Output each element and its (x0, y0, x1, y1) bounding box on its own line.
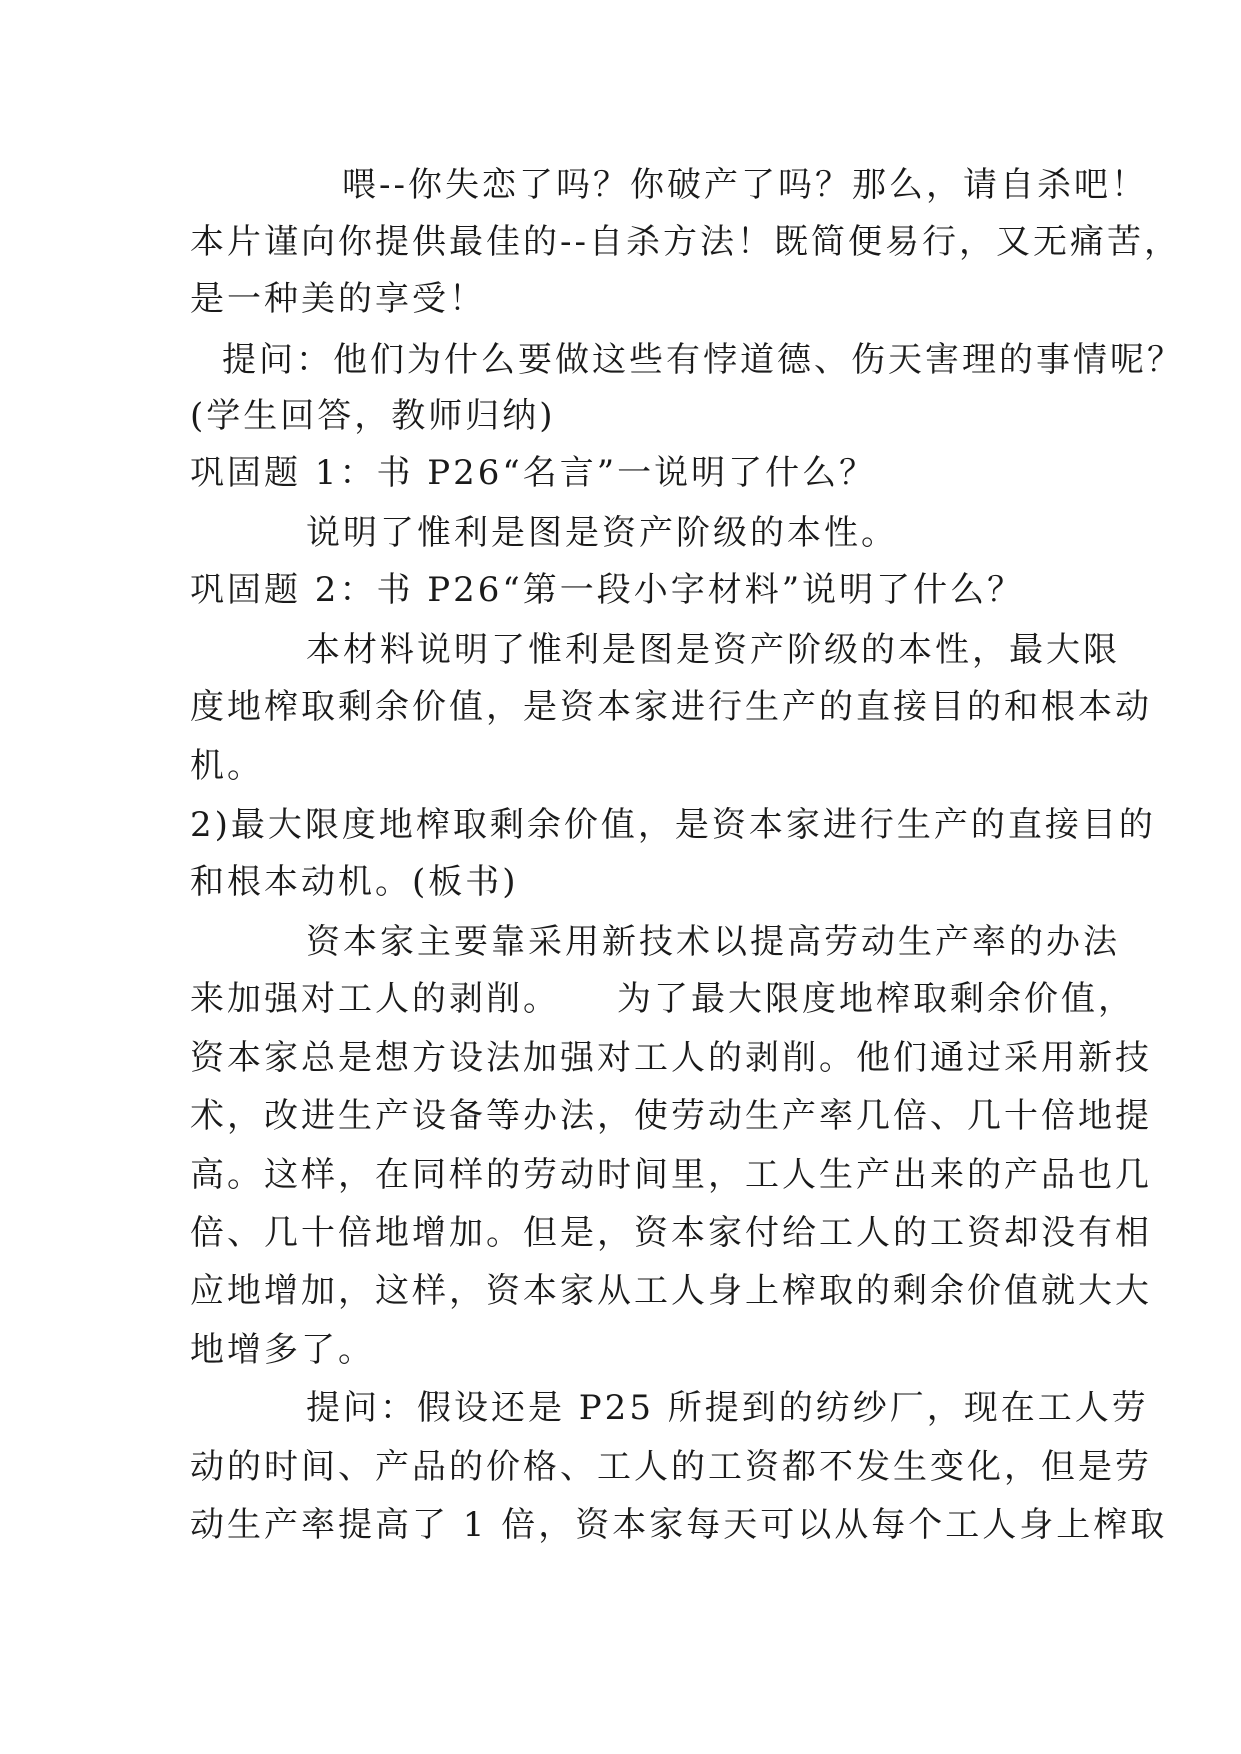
text-line: 提问：他们为什么要做这些有悖道德、伤天害理的事情呢？ (222, 340, 1184, 380)
text-line: 机。 (190, 746, 264, 786)
text-line: 资本家总是想方设法加强对工人的剥削。他们通过采用新技 (190, 1038, 1152, 1078)
text-line: 2)最大限度地榨取剩余价值，是资本家进行生产的直接目的 (190, 805, 1156, 845)
text-line: 提问：假设还是 P25 所提到的纺纱厂，现在工人劳 (306, 1388, 1149, 1428)
text-line: 本材料说明了惟利是图是资产阶级的本性，最大限 (306, 630, 1120, 670)
text-line: 高。这样，在同样的劳动时间里，工人生产出来的产品也几 (190, 1155, 1152, 1195)
text-line: 本片谨向你提供最佳的--自杀方法！既简便易行，又无痛苦， (190, 222, 1181, 262)
text-line: 地增多了。 (190, 1330, 375, 1370)
text-line: 巩固题 2：书 P26“第一段小字材料”说明了什么？ (190, 570, 1025, 610)
text-line: 应地增加，这样，资本家从工人身上榨取的剩余价值就大大 (190, 1271, 1152, 1311)
text-line: 是一种美的享受！ (190, 279, 486, 319)
text-line: 巩固题 1：书 P26“名言”一说明了什么？ (190, 453, 877, 493)
text-line: 动的时间、产品的价格、工人的工资都不发生变化，但是劳 (190, 1447, 1152, 1487)
text-line: 说明了惟利是图是资产阶级的本性。 (306, 513, 898, 553)
text-line: (学生回答，教师归纳) (190, 396, 556, 436)
text-line: 来加强对工人的剥削。 为了最大限度地榨取剩余价值， (190, 979, 1135, 1019)
text-line: 资本家主要靠采用新技术以提高劳动生产率的办法 (306, 922, 1120, 962)
text-line: 和根本动机。(板书) (190, 862, 519, 902)
text-line: 术，改进生产设备等办法，使劳动生产率几倍、几十倍地提 (190, 1096, 1152, 1136)
text-line: 度地榨取剩余价值，是资本家进行生产的直接目的和根本动 (190, 687, 1152, 727)
text-line: 倍、几十倍地增加。但是，资本家付给工人的工资却没有相 (190, 1213, 1152, 1253)
text-line: 动生产率提高了 1 倍，资本家每天可以从每个工人身上榨取 (190, 1505, 1168, 1545)
text-line: 喂--你失恋了吗？你破产了吗？那么，请自杀吧！ (342, 165, 1148, 205)
